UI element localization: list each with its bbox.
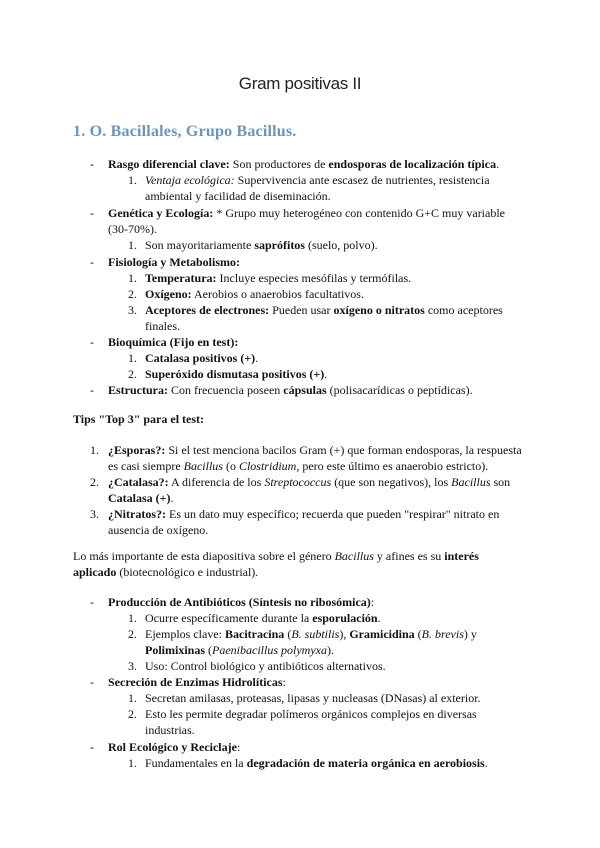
list-number: 1.	[90, 443, 99, 457]
summary-paragraph-line2: aplicado (biotecnológico e industrial).	[73, 565, 259, 579]
tip-catalasa: ¿Catalasa?: A diferencia de los Streptococcus (que son negativos), los Bacillus son	[108, 475, 511, 489]
list-item-genetica: Genética y Ecología: * Grupo muy heterogéneo con contenido G+C muy variable	[108, 206, 506, 220]
list-item-bioquimica: Bioquímica (Fijo en test):	[108, 335, 239, 349]
list-item-aceptores: Aceptores de electrones: Pueden usar oxígeno o nitratos como aceptores	[145, 303, 503, 317]
list-number: 2.	[128, 627, 137, 641]
list-item-superoxido: Superóxido dismutasa positivos (+).	[145, 367, 328, 381]
list-number: 3.	[90, 507, 99, 521]
bullet-dash: -	[90, 335, 94, 349]
list-item-rol-ecologico: Rol Ecológico y Reciclaje:	[108, 740, 241, 754]
page-title: Gram positivas II	[238, 74, 362, 93]
list-number: 1.	[128, 756, 137, 770]
list-number: 1.	[128, 173, 137, 187]
list-item-degradar-cont: industrias.	[145, 723, 195, 737]
list-number: 2.	[128, 707, 137, 721]
bullet-dash: -	[90, 740, 94, 754]
bullet-dash: -	[90, 255, 94, 269]
tip-esporas: ¿Esporas?: Si el test menciona bacilos Gram (+) que forman endosporas, la respuesta	[108, 443, 522, 457]
list-item-secretan: Secretan amilasas, proteasas, lipasas y nucleasas (DNasas) al exterior.	[145, 691, 481, 705]
list-item-ejemplos: Ejemplos clave: Bacitracina (B. subtilis), Gramicidina (B. brevis) y	[145, 627, 477, 641]
list-item-saprofitos: Son mayoritariamente saprófitos (suelo, polvo).	[145, 238, 378, 252]
summary-paragraph-line1: Lo más importante de esta diapositiva sobre el género Bacillus y afines es su interés	[73, 549, 479, 563]
list-number: 1.	[128, 691, 137, 705]
tip-nitratos: ¿Nitratos?: Es un dato muy específico; recuerda que pueden "respirar" nitrato en	[108, 507, 500, 521]
list-number: 2.	[128, 287, 137, 301]
bullet-dash: -	[90, 383, 94, 397]
list-item-aceptores-cont: finales.	[145, 319, 180, 333]
list-item-oxigeno: Oxígeno: Aerobios o anaerobios facultativos.	[145, 287, 364, 301]
list-item-estructura: Estructura: Con frecuencia poseen cápsulas (polisacarídicas o peptídicas).	[108, 383, 473, 397]
list-number: 2.	[128, 367, 137, 381]
list-item-degradacion: Fundamentales en la degradación de materia orgánica en aerobiosis.	[145, 756, 488, 770]
tip-nitratos-cont: ausencia de oxígeno.	[108, 523, 209, 537]
list-number: 1.	[128, 238, 137, 252]
list-number: 2.	[90, 475, 99, 489]
tip-catalasa-cont: Catalasa (+).	[108, 491, 174, 505]
list-number: 3.	[128, 659, 137, 673]
bullet-dash: -	[90, 595, 94, 609]
list-item-temperatura: Temperatura: Incluye especies mesófilas y termófilas.	[145, 271, 412, 285]
tip-esporas-cont: es casi siempre Bacillus (o Clostridium, pero este último es anaerobio estricto).	[108, 459, 489, 473]
bullet-dash: -	[90, 206, 94, 220]
list-number: 1.	[128, 271, 137, 285]
list-item-catalasa: Catalasa positivos (+).	[145, 351, 259, 365]
list-number: 3.	[128, 303, 137, 317]
section-heading: 1. O. Bacillales, Grupo Bacillus.	[73, 123, 297, 140]
list-item-esporulacion: Ocurre específicamente durante la esporulación.	[145, 611, 381, 625]
list-item-uso: Uso: Control biológico y antibióticos alternativos.	[145, 659, 386, 673]
list-item-genetica-cont: (30-70%).	[108, 222, 157, 236]
list-item-degradar: Esto les permite degradar polímeros orgánicos complejos en diversas	[145, 707, 477, 721]
tips-heading: Tips "Top 3" para el test:	[73, 412, 205, 426]
list-number: 1.	[128, 611, 137, 625]
list-item-ventaja: Ventaja ecológica: Supervivencia ante escasez de nutrientes, resistencia	[145, 173, 490, 187]
list-item-enzimas: Secreción de Enzimas Hidrolíticas:	[108, 675, 286, 689]
list-item-ventaja-cont: ambiental y facilidad de diseminación.	[145, 189, 331, 203]
list-item-fisiologia: Fisiología y Metabolismo:	[108, 255, 240, 269]
list-item-rasgo: Rasgo diferencial clave: Son productores de endosporas de localización típica.	[108, 157, 500, 171]
list-item-antibioticos: Producción de Antibióticos (Síntesis no ribosómica):	[108, 595, 375, 609]
list-number: 1.	[128, 351, 137, 365]
bullet-dash: -	[90, 675, 94, 689]
list-item-ejemplos-cont: Polimixinas (Paenibacillus polymyxa).	[145, 643, 334, 657]
bullet-dash: -	[90, 157, 94, 171]
